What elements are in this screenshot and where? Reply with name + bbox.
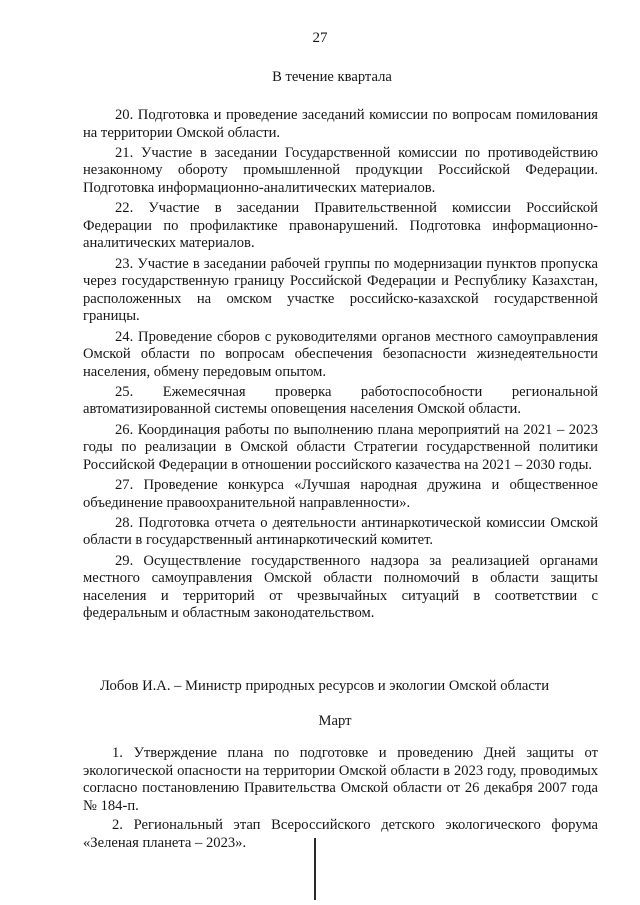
march-items-list: [83, 745, 598, 855]
list-item: 26. Координация работы по выполнению плана мероприятий на 2021 – 2023 годы по реализации в Омской области Стратегии государственной политики Российской Федерации в отношении российского казачества на 2021 – 2030 годы.: [83, 421, 598, 473]
list-item: 22. Участие в заседании Правительственной комиссии Российской Федерации по профилактике правонарушений. Подготовка информационно-аналитических материалов.: [83, 200, 598, 252]
minister-line: Лобов И.А. – Министр природных ресурсов и экологии Омской области: [100, 678, 549, 694]
section-heading: В течение квартала: [272, 69, 392, 85]
margin-line: [314, 838, 316, 900]
list-item: 27. Проведение конкурса «Лучшая народная дружина и общественное объединение правоохранительной направленности».: [83, 477, 598, 511]
list-item: 29. Осуществление государственного надзора за реализацией органами местного самоуправления Омской области полномочий в области защиты населения и территорий от чрезвычайных ситуаций в соответствии с федеральным и областным законодательством.: [83, 552, 598, 622]
month-heading: Март: [318, 713, 352, 729]
list-item: 23. Участие в заседании рабочей группы по модернизации пунктов пропуска через государственную границу Российской Федерации и Республику Казахстан, расположенных на омском участке российско-казахской государственной границы.: [83, 255, 598, 325]
quarter-items-list: [83, 107, 598, 626]
list-item: 20. Подготовка и проведение заседаний комиссии по вопросам помилования на территории Омской области.: [83, 107, 598, 141]
list-item: 28. Подготовка отчета о деятельности антинаркотической комиссии Омской области в государственный антинаркотический комитет.: [83, 514, 598, 549]
list-item: 24. Проведение сборов с руководителями органов местного самоуправления Омской области по вопросам обеспечения безопасности жизнедеятельности населения, обмену передовым опытом.: [83, 328, 598, 380]
page-number: 27: [312, 30, 328, 46]
list-item: 1. Утверждение плана по подготовке и проведению Дней защиты от экологической опасности на территории Омской области в 2023 году, проводимых согласно постановлению Правительства Омской области от 26 декабря 2007 года № 184-п.: [83, 745, 598, 814]
list-item: 25. Ежемесячная проверка работоспособности региональной автоматизированной системы оповещения населения Омской области.: [83, 383, 598, 418]
list-item: 2. Региональный этап Всероссийского детского экологического форума «Зеленая планета – 2023».: [83, 817, 598, 851]
list-item: 21. Участие в заседании Государственной комиссии по противодействию незаконному обороту промышленной продукции Российской Федерации. Подготовка информационно-аналитических материалов.: [83, 144, 598, 196]
